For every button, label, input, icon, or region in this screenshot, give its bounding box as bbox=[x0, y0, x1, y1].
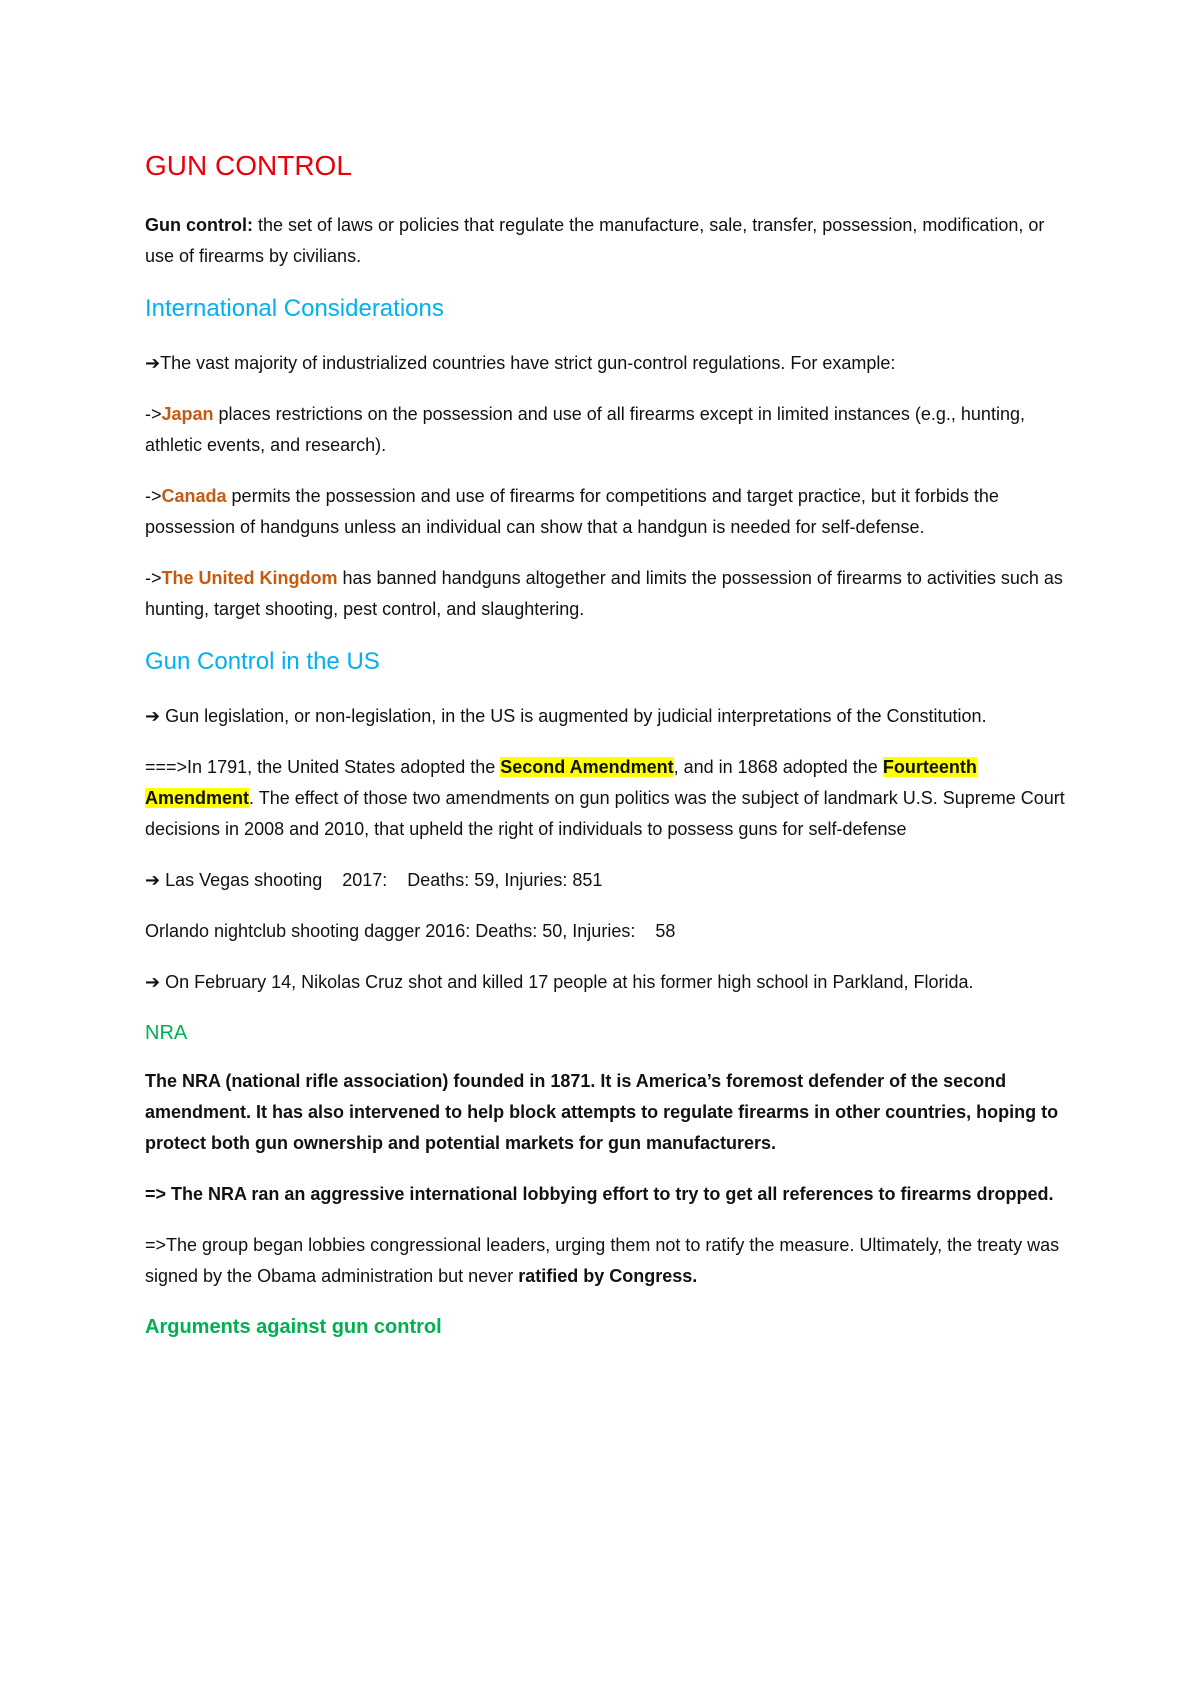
japan-paragraph bbox=[145, 399, 1065, 461]
definition-text: the set of laws or policies that regulate the manufacture, sale, transfer, possession, modification, or use of firearms by civilians. bbox=[145, 215, 1045, 266]
arrow-icon: ➔ bbox=[145, 870, 161, 890]
heading-nra: NRA bbox=[145, 1022, 188, 1044]
us-paragraph-4: Orlando nightclub shooting dagger 2016: Deaths: 50, Injuries: 58 bbox=[145, 921, 676, 941]
country-canada: Canada bbox=[161, 486, 227, 506]
highlight-fourteenth-amendment: Fourteenth Amendment bbox=[145, 757, 977, 808]
canada-paragraph bbox=[145, 481, 1065, 543]
heading-arguments: Arguments against gun control bbox=[145, 1316, 442, 1338]
nra-p3-text: =>The group began lobbies congressional leaders, urging them not to ratify the measure. Ultimately, the treaty was signed by the Obama administration but never bbox=[145, 1235, 1060, 1286]
us-p2-prefix: ===>In 1791, the United States adopted the bbox=[145, 757, 501, 777]
arrow-icon: ➔ bbox=[145, 972, 161, 992]
uk-text: has banned handguns altogether and limits the possession of firearms to activities such as hunting, target shooting, pest control, and slaughtering. bbox=[145, 568, 1063, 619]
nra-paragraph-3 bbox=[145, 1230, 1065, 1292]
canada-text: permits the possession and use of firearms for competitions and target practice, but it forbids the possession of handguns unless an individual can show that a handgun is needed for self-defense. bbox=[145, 486, 999, 537]
international-intro-text: The vast majority of industrialized countries have strict gun-control regulations. For example: bbox=[160, 353, 896, 373]
heading-us: Gun Control in the US bbox=[145, 648, 380, 675]
us-p5-text: On February 14, Nikolas Cruz shot and killed 17 people at his former high school in Parkland, Florida. bbox=[160, 972, 974, 992]
us-paragraph-5 bbox=[145, 967, 1065, 998]
heading-international: International Considerations bbox=[145, 295, 444, 322]
us-p1-text: Gun legislation, or non-legislation, in the US is augmented by judicial interpretations of the Constitution. bbox=[160, 706, 987, 726]
us-paragraph-1 bbox=[145, 701, 1065, 732]
highlight-second-amendment: Second Amendment bbox=[500, 757, 674, 777]
country-uk: The United Kingdom bbox=[161, 568, 338, 588]
arrow-icon: ➔ bbox=[145, 353, 161, 373]
arrow-icon: ➔ bbox=[145, 706, 161, 726]
uk-prefix: -> bbox=[145, 568, 162, 588]
nra-paragraph-1: The NRA (national rifle association) founded in 1871. It is America’s foremost defender of the second amendment. It has also intervened to help block attempts to regulate firearms in other countries, hoping to protect both gun ownership and potential markets for gun manufacturers. bbox=[145, 1071, 1059, 1153]
definition-term: Gun control: bbox=[145, 215, 253, 235]
us-p2-rest: . The effect of those two amendments on gun politics was the subject of landmark U.S. Supreme Court decisions in 2008 and 2010, that upheld the right of individuals to possess guns for self-defense bbox=[145, 788, 1065, 839]
international-intro bbox=[145, 348, 1065, 379]
japan-prefix: -> bbox=[145, 404, 162, 424]
nra-p3-bold: ratified by Congress. bbox=[518, 1266, 698, 1286]
definition-paragraph bbox=[145, 210, 1065, 272]
us-p2-mid: , and in 1868 adopted the bbox=[673, 757, 883, 777]
document-body bbox=[145, 146, 1065, 1360]
us-p3-text: Las Vegas shooting 2017: Deaths: 59, Injuries: 851 bbox=[160, 870, 603, 890]
us-paragraph-2 bbox=[145, 752, 1065, 845]
us-paragraph-3 bbox=[145, 865, 1065, 896]
japan-text: places restrictions on the possession and use of all firearms except in limited instances (e.g., hunting, athletic events, and research). bbox=[145, 404, 1025, 455]
nra-paragraph-2: => The NRA ran an aggressive international lobbying effort to try to get all references to firearms dropped. bbox=[145, 1184, 1054, 1204]
country-japan: Japan bbox=[161, 404, 214, 424]
page-title: GUN CONTROL bbox=[145, 150, 352, 181]
canada-prefix: -> bbox=[145, 486, 162, 506]
uk-paragraph bbox=[145, 563, 1065, 625]
